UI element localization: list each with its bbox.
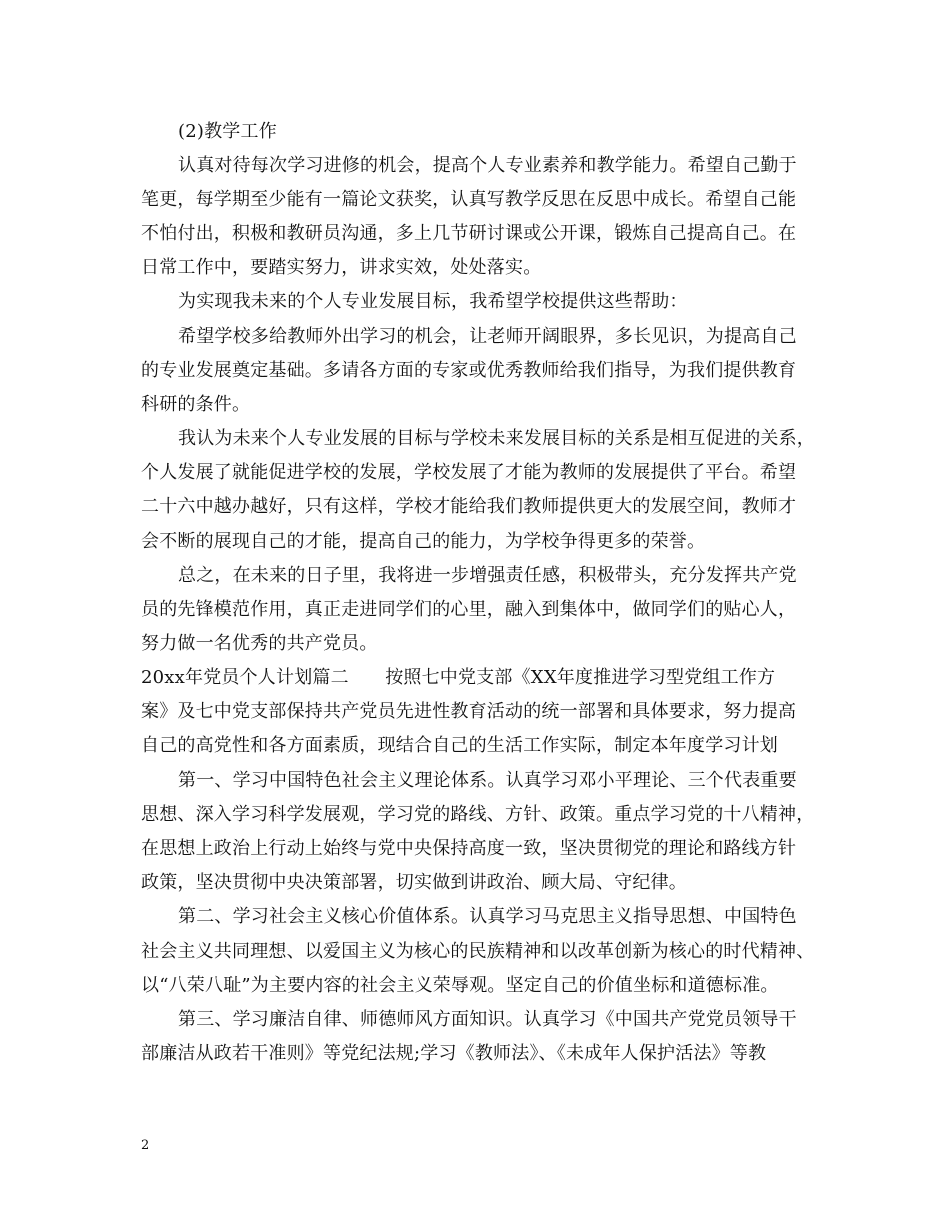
- text-line: 会不断的展现自己的才能，提高自己的能力，为学校争得更多的荣誉。: [141, 531, 706, 552]
- text-line: 科研的条件。: [141, 394, 251, 415]
- text-line: 不怕付出，积极和教研员沟通，多上几节研讨课或公开课，锻炼自己提高自己。在: [141, 223, 797, 244]
- text-line: 我认为未来个人专业发展的目标与学校未来发展目标的关系是相互促进的关系，: [178, 428, 815, 449]
- text-line: 日常工作中，要踏实努力，讲求实效，处处落实。: [141, 257, 542, 278]
- text-line: 笔更，每学期至少能有一篇论文获奖，认真写教学反思在反思中成长。希望自己能: [141, 189, 797, 210]
- text-line: 员的先锋模范作用，真正走进同学们的心里，融入到集体中，做同学们的贴心人，: [141, 599, 797, 620]
- section-heading: (2)教学工作: [178, 121, 277, 142]
- text-line: 20xx年党员个人计划篇二 按照七中党支部《XX年度推进学习型党组工作方: [141, 667, 776, 688]
- text-line: 的专业发展奠定基础。多请各方面的专家或优秀教师给我们指导，为我们提供教育: [141, 360, 797, 381]
- text-line: 以“八荣八耻”为主要内容的社会主义荣辱观。坚定自己的价值坐标和道德标准。: [141, 975, 779, 996]
- text-line: 总之，在未来的日子里，我将进一步增强责任感，积极带头，充分发挥共产党: [178, 565, 797, 586]
- text-line: 希望学校多给教师外出学习的机会，让老师开阔眼界，多长见识，为提高自己: [178, 326, 797, 347]
- text-line: 自己的高党性和各方面素质，现结合自己的生活工作实际，制定本年度学习计划: [141, 735, 778, 756]
- text-line: 思想、深入学习科学发展观，学习党的路线、方针、政策。重点学习党的十八精神，: [141, 804, 815, 825]
- text-line: 第一、学习中国特色社会主义理论体系。认真学习邓小平理论、三个代表重要: [178, 770, 797, 791]
- text-line: 认真对待每次学习进修的机会，提高个人专业素养和教学能力。希望自己勤于: [178, 155, 797, 176]
- text-line: 二十六中越办越好，只有这样，学校才能给我们教师提供更大的发展空间，教师才: [141, 496, 797, 517]
- text-line: 政策，坚决贯彻中央决策部署，切实做到讲政治、顾大局、守纪律。: [141, 872, 687, 893]
- text-line: 第三、学习廉洁自律、师德师风方面知识。认真学习《中国共产党党员领导干: [178, 1009, 797, 1030]
- text-line: 个人发展了就能促进学校的发展，学校发展了才能为教师的发展提供了平台。希望: [141, 462, 797, 483]
- page-number: 2: [141, 1138, 150, 1153]
- text-line: 努力做一名优秀的共产党员。: [141, 633, 378, 654]
- text-line: 为实现我未来的个人专业发展目标，我希望学校提供这些帮助：: [178, 291, 688, 312]
- text-line: 部廉洁从政若干准则》等党纪法规;学习《教师法》、《未成年人保护活法》等教: [141, 1043, 767, 1064]
- text-line: 在思想上政治上行动上始终与党中央保持高度一致，坚决贯彻党的理论和路线方针: [141, 838, 797, 859]
- text-line: 第二、学习社会主义核心价值体系。认真学习马克思主义指导思想、中国特色: [178, 906, 797, 927]
- text-line: 社会主义共同理想、以爱国主义为核心的民族精神和以改革创新为核心的时代精神、: [141, 941, 815, 962]
- text-line: 案》及七中党支部保持共产党员先进性教育活动的统一部署和具体要求，努力提高: [141, 701, 797, 722]
